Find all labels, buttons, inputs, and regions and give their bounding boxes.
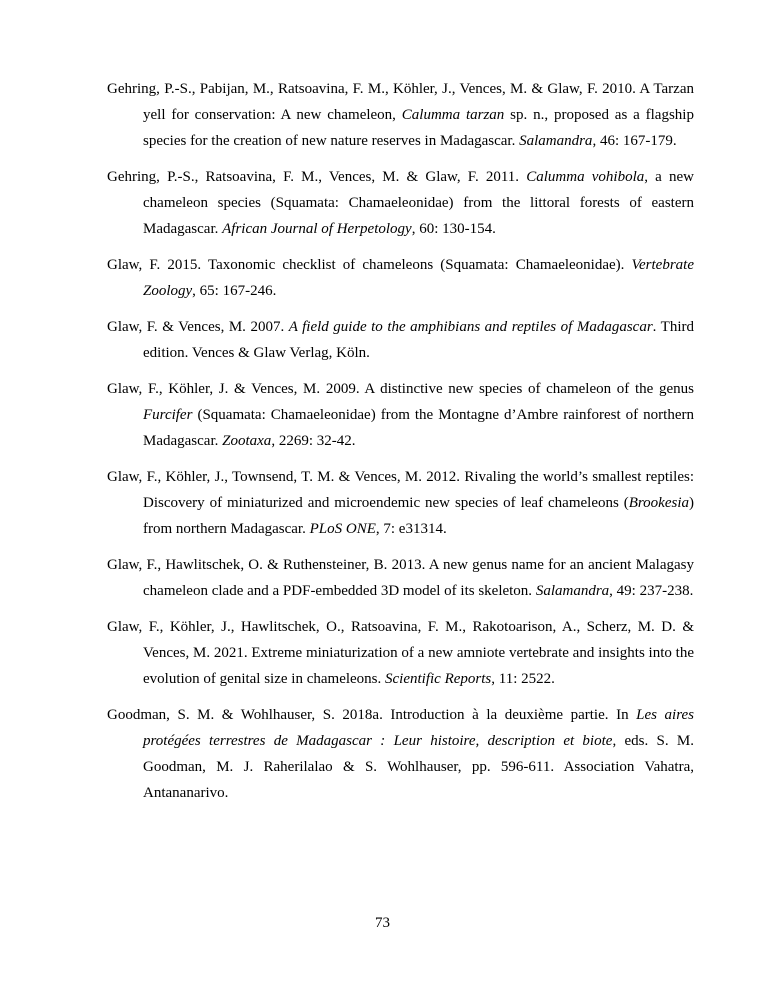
reference-text: sp. n., proposed as a flagship species for the creation of new nature reserves in Madagascar. xyxy=(143,107,694,149)
reference-italic-text: Calumma tarzan xyxy=(401,107,505,123)
references-list xyxy=(107,76,694,816)
reference-entry xyxy=(107,376,694,454)
reference-entry xyxy=(107,252,694,304)
reference-entry xyxy=(107,314,694,366)
reference-italic-text: Zootaxa xyxy=(222,433,272,449)
reference-italic-text: Salamandra xyxy=(519,133,593,149)
reference-entry xyxy=(107,614,694,692)
reference-text: . Third edition. Vences & Glaw Verlag, Köln. xyxy=(143,319,694,361)
reference-text: , 46: 167-179. xyxy=(592,133,677,149)
reference-text: , 65: 167-246. xyxy=(192,283,277,299)
reference-text: , 7: e31314. xyxy=(375,521,447,537)
reference-italic-text: Salamandra xyxy=(535,583,610,599)
reference-italic-text: PLoS ONE xyxy=(309,521,376,537)
reference-text: Glaw, F. & Vences, M. 2007. xyxy=(107,319,289,335)
reference-entry xyxy=(107,164,694,242)
reference-entry xyxy=(107,76,694,154)
reference-italic-text: Furcifer xyxy=(143,407,193,423)
reference-italic-text: Brookesia xyxy=(628,495,689,511)
reference-text: , 49: 237-238. xyxy=(609,583,694,599)
reference-text: Glaw, F., Köhler, J. & Vences, M. 2009. A distinctive new species of chameleon of the genus xyxy=(107,381,694,397)
reference-text: Glaw, F. 2015. Taxonomic checklist of chameleons (Squamata: Chamaeleonidae). xyxy=(107,257,632,273)
reference-entry xyxy=(107,552,694,604)
reference-text: Glaw, F., Hawlitschek, O. & Ruthensteiner, B. 2013. A new genus name for an ancient Malagasy chameleon clade and a PDF-embedded 3D model of its skeleton. xyxy=(107,557,694,599)
page-number: 73 xyxy=(375,915,390,931)
reference-italic-text: Calumma vohibola xyxy=(526,169,645,185)
reference-entry xyxy=(107,702,694,806)
reference-text: , 2269: 32-42. xyxy=(271,433,356,449)
reference-text: Goodman, S. M. & Wohlhauser, S. 2018a. Introduction à la deuxième partie. In xyxy=(107,707,637,723)
reference-text: ) from northern Madagascar. xyxy=(143,495,694,537)
reference-text: Gehring, P.-S., Pabijan, M., Ratsoavina, F. M., Köhler, J., Vences, M. & Glaw, F. 2010. A Tarzan yell for conservation: A new chameleon, xyxy=(107,81,694,123)
reference-italic-text: African Journal of Herpetology xyxy=(222,221,412,237)
reference-text: Glaw, F., Köhler, J., Hawlitschek, O., Ratsoavina, F. M., Rakotoarison, A., Scherz, M. D. & Vences, M. 2021. Extreme miniaturization of a new amniote vertebrate and insights into the evolution of genital size in chameleons. xyxy=(107,619,694,687)
reference-entry xyxy=(107,464,694,542)
reference-text: , eds. S. M. Goodman, M. J. Raherilalao & S. Wohlhauser, pp. 596-611. Association Vahatra, Antananarivo. xyxy=(143,733,694,801)
reference-text: , 11: 2522. xyxy=(491,671,555,687)
reference-italic-text: Vertebrate Zoology xyxy=(143,257,694,299)
reference-text: Gehring, P.-S., Ratsoavina, F. M., Vences, M. & Glaw, F. 2011. xyxy=(107,169,527,185)
reference-text: (Squamata: Chamaeleonidae) from the Montagne d’Ambre rainforest of northern Madagascar. xyxy=(143,407,694,449)
reference-text: , 60: 130-154. xyxy=(411,221,496,237)
reference-text: Glaw, F., Köhler, J., Townsend, T. M. & Vences, M. 2012. Rivaling the world’s smallest reptiles: Discovery of miniaturized and microendemic new species of leaf chameleons ( xyxy=(107,469,694,511)
reference-italic-text: A field guide to the amphibians and reptiles of Madagascar xyxy=(288,319,653,335)
reference-italic-text: Scientific Reports xyxy=(385,671,492,687)
reference-text: , a new chameleon species (Squamata: Chamaeleonidae) from the littoral forests of eastern Madagascar. xyxy=(143,169,694,237)
reference-italic-text: Les aires protégées terrestres de Madagascar : Leur histoire, description et biote xyxy=(143,707,694,749)
